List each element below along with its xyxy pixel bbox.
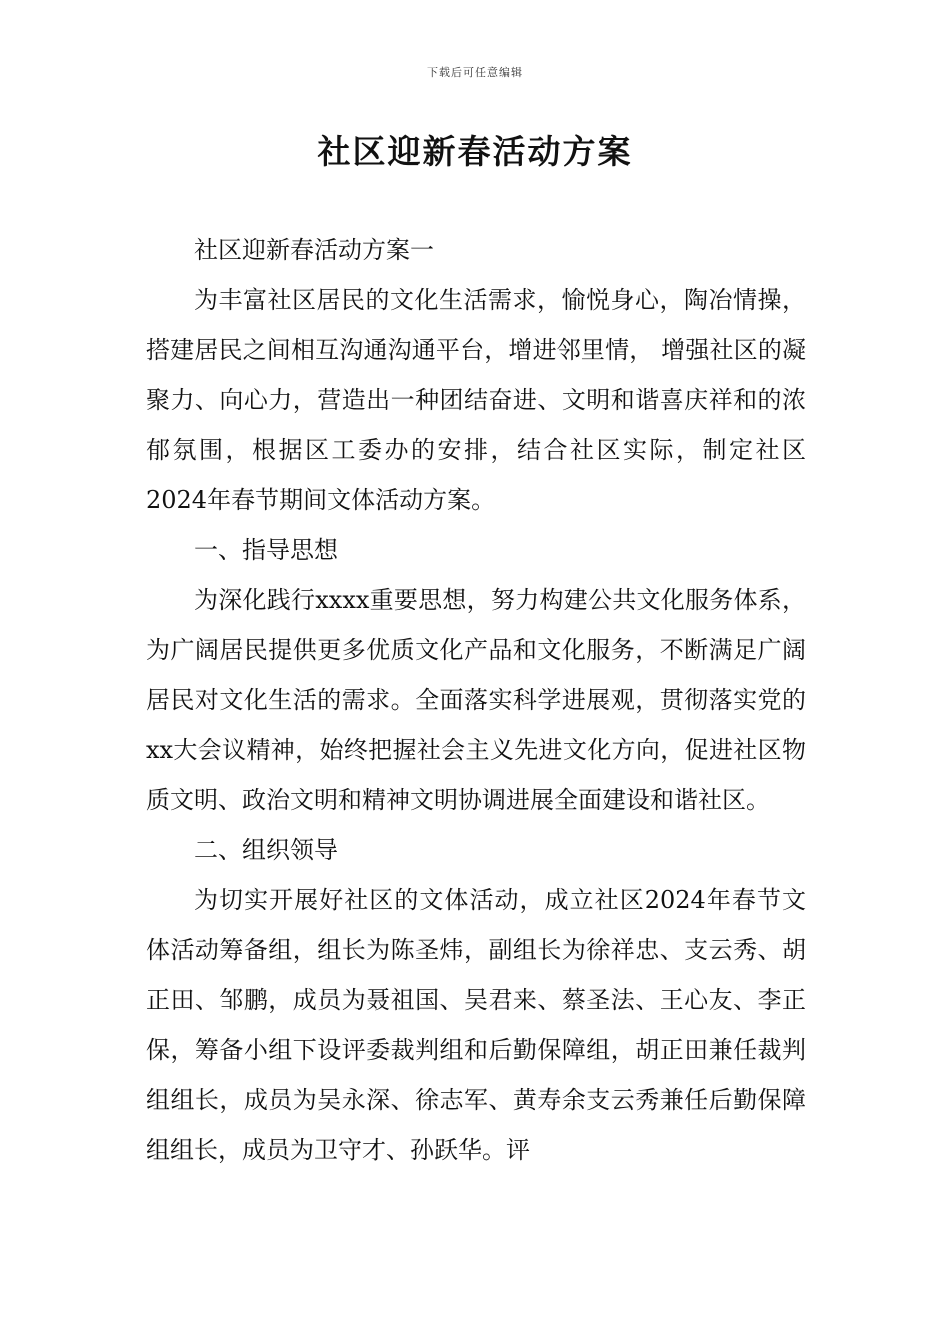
header-note: 下载后可任意编辑 [427, 66, 523, 79]
section-heading-guiding-ideology: 一、指导思想 [194, 536, 338, 564]
document-title: 社区迎新春活动方案 [317, 132, 633, 171]
document-body [146, 225, 806, 1175]
paragraph-intro: 为丰富社区居民的文化生活需求，愉悦身心，陶冶情操，搭建居民之间相互沟通沟通平台，增进邻里情， 增强社区的凝聚力、向心力，营造出一种团结奋进、文明和谐喜庆祥和的浓郁氛围，根据区工委办的安排，结合社区实际，制定社区2024年春节期间文体活动方案。 [146, 286, 806, 514]
paragraph-guiding-ideology: 为深化践行xxxx重要思想，努力构建公共文化服务体系，为广阔居民提供更多优质文化产品和文化服务，不断满足广阔居民对文化生活的需求。全面落实科学进展观，贯彻落实党的xx大会议精神，始终把握社会主义先进文化方向，促进社区物质文明、政治文明和精神文明协调进展全面建设和谐社区。 [146, 586, 806, 814]
paragraph-subtitle: 社区迎新春活动方案一 [194, 236, 434, 264]
paragraph-organization: 为切实开展好社区的文体活动，成立社区2024年春节文体活动筹备组，组长为陈圣炜，副组长为徐祥忠、支云秀、胡正田、邹鹏，成员为聂祖国、吴君来、蔡圣法、王心友、李正保，筹备小组下设评委裁判组和后勤保障组，胡正田兼任裁判组组长，成员为吴永深、徐志军、黄寿余支云秀兼任后勤保障组组长，成员为卫守才、孙跃华。评 [146, 886, 806, 1164]
section-heading-organization: 二、组织领导 [194, 836, 338, 864]
